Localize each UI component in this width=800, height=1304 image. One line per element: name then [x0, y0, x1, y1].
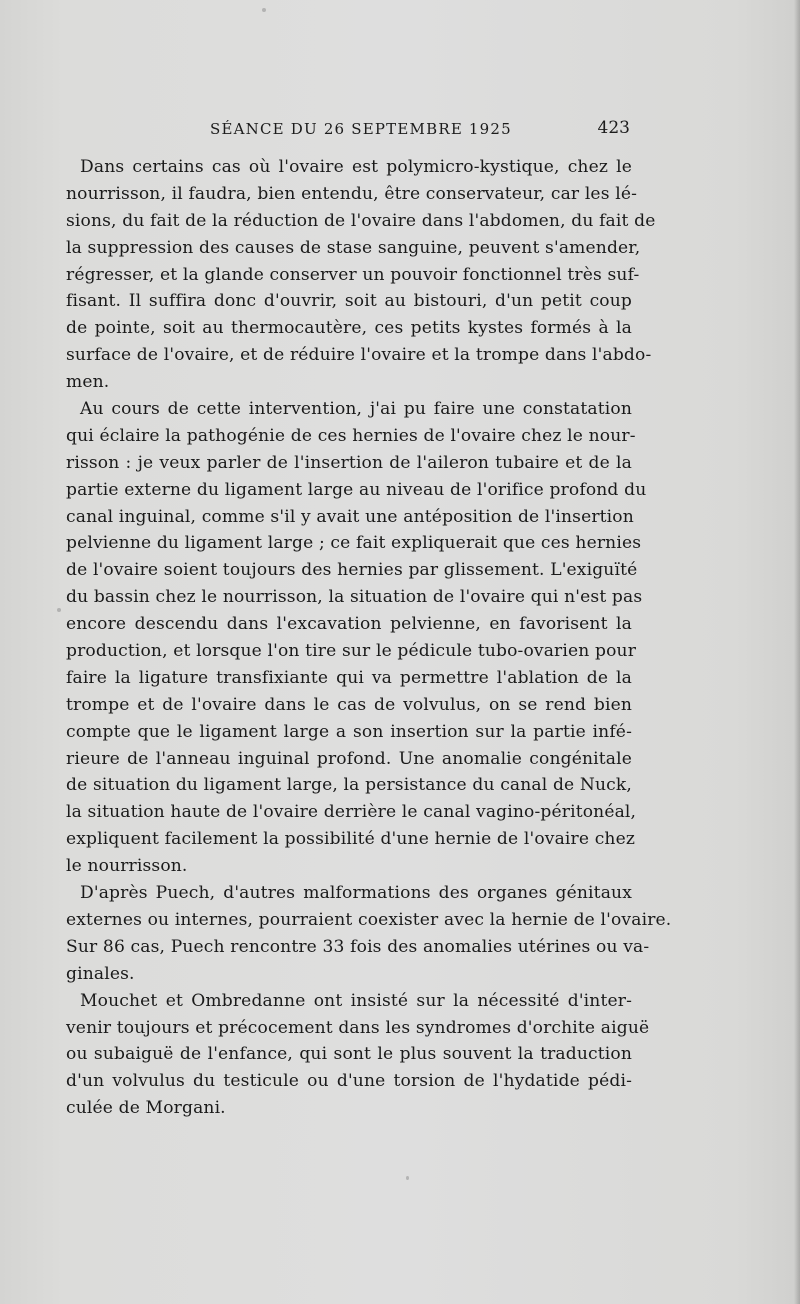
text-line: le nourrisson.	[66, 856, 188, 877]
text-line: qui éclaire la pathogénie de ces hernies de l'ovaire chez le nour-	[66, 425, 636, 446]
text-line: la situation haute de l'ovaire derrière le canal vagino-péritonéal,	[66, 802, 637, 823]
text-line: trompe et de l'ovaire dans le cas de volvulus, on se rend bien	[66, 694, 632, 715]
text-line: faire la ligature transfixiante qui va permettre l'ablation de la	[66, 667, 632, 688]
text-line: ou subaiguë de l'enfance, qui sont le plus souvent la traduction	[66, 1044, 632, 1065]
text-line: nourrisson, il faudra, bien entendu, être conservateur, car les lé-	[66, 183, 638, 204]
text-line: compte que le ligament large a son insertion sur la partie infé-	[66, 721, 632, 742]
text-line: fisant. Il suffira donc d'ouvrir, soit au bistouri, d'un petit coup	[66, 291, 632, 312]
text-line: expliquent facilement la possibilité d'une hernie de l'ovaire chez	[66, 829, 636, 850]
text-line: de pointe, soit au thermocautère, ces petits kystes formés à la	[66, 318, 632, 339]
ink-speck	[406, 1176, 409, 1180]
text-line: risson : je veux parler de l'insertion de l'aileron tubaire et de la	[66, 452, 632, 473]
paragraph	[66, 154, 656, 396]
text-line: D'après Puech, d'autres malformations des organes génitaux	[80, 883, 632, 904]
paragraph	[66, 988, 650, 1122]
text-line: ginales.	[66, 963, 135, 984]
text-line: pelvienne du ligament large ; ce fait expliquerait que ces hernies	[66, 533, 642, 554]
text-line: Sur 86 cas, Puech rencontre 33 fois des anomalies utérines ou va-	[66, 936, 650, 957]
running-header	[210, 118, 630, 144]
text-line: production, et lorsque l'on tire sur le pédicule tubo-ovarien pour	[66, 641, 637, 662]
text-line: du bassin chez le nourrisson, la situation de l'ovaire qui n'est pas	[66, 587, 643, 608]
text-line: Mouchet et Ombredanne ont insisté sur la nécessité d'inter-	[80, 990, 632, 1011]
ink-speck	[57, 608, 61, 612]
page-number: 423	[597, 118, 630, 138]
text-line: rieure de l'anneau inguinal profond. Une anomalie congénitale	[66, 748, 632, 769]
text-line: men.	[66, 372, 110, 393]
body-text	[66, 154, 672, 1122]
text-line: encore descendu dans l'excavation pelvienne, en favorisent la	[66, 614, 632, 635]
text-line: régresser, et la glande conserver un pouvoir fonctionnel très suf-	[66, 264, 640, 285]
paragraph	[66, 396, 647, 880]
text-line: canal inguinal, comme s'il y avait une antéposition de l'insertion	[66, 506, 634, 527]
text-line: externes ou internes, pourraient coexister avec la hernie de l'ovaire.	[66, 909, 672, 930]
text-line: Au cours de cette intervention, j'ai pu faire une constatation	[80, 399, 632, 420]
page-edge	[794, 0, 800, 1304]
text-line: surface de l'ovaire, et de réduire l'ovaire et la trompe dans l'abdo-	[66, 345, 652, 366]
text-line: partie externe du ligament large au niveau de l'orifice profond du	[66, 479, 647, 500]
text-line: d'un volvulus du testicule ou d'une torsion de l'hydatide pédi-	[66, 1071, 632, 1092]
text-line: Dans certains cas où l'ovaire est polymicro-kystique, chez le	[80, 157, 632, 177]
text-line: venir toujours et précocement dans les syndromes d'orchite aiguë	[66, 1017, 650, 1038]
header-title: SÉANCE DU 26 SEPTEMBRE 1925	[210, 120, 512, 138]
text-line: de situation du ligament large, la persistance du canal de Nuck,	[66, 775, 632, 796]
text-line: la suppression des causes de stase sanguine, peuvent s'amender,	[66, 237, 641, 258]
ink-speck	[262, 8, 266, 12]
text-line: de l'ovaire soient toujours des hernies par glissement. L'exiguïté	[66, 560, 638, 581]
text-line: culée de Morgani.	[66, 1098, 226, 1119]
paragraph	[66, 880, 672, 988]
text-line: sions, du fait de la réduction de l'ovaire dans l'abdomen, du fait de	[66, 210, 656, 231]
